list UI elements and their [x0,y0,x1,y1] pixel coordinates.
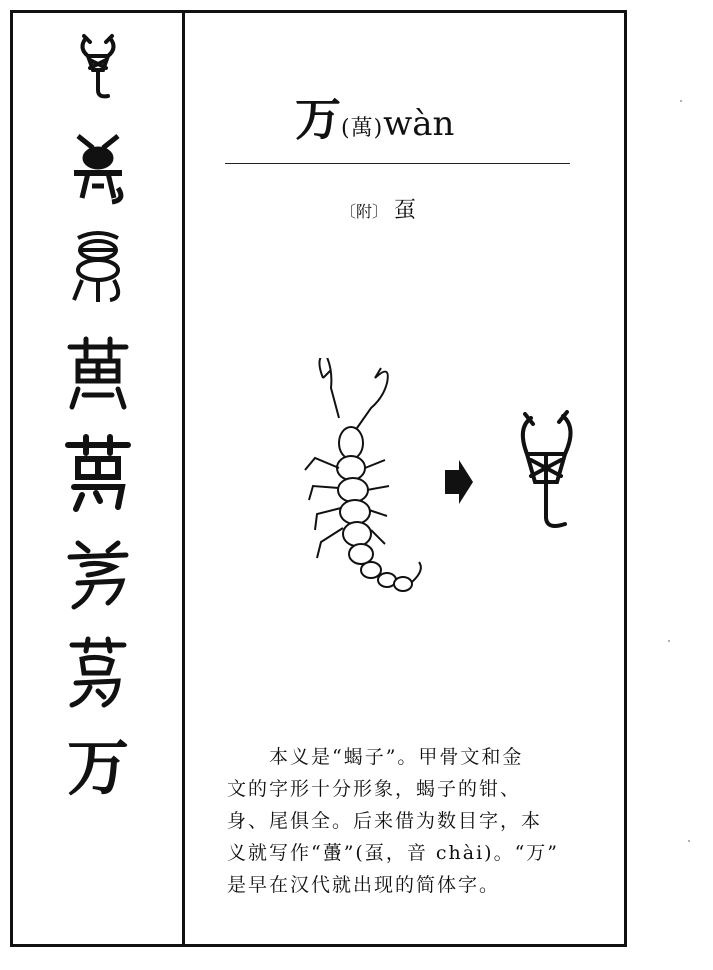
scan-speck [668,640,670,642]
explanation-line: 义就写作“蠆”(虿，音 chài)。“万” [227,842,560,864]
bronze-glyph-2 [48,228,148,308]
heading-pinyin: wàn [383,104,455,144]
explanation-line: 本义是“蝎子”。甲骨文和金 [269,746,524,768]
attachment-line [340,193,416,224]
content-column [185,13,624,944]
cursive-glyph [48,533,148,613]
explanation-line: 身、尾俱全。后来借为数目字，本 [227,810,543,832]
bronze-glyph-1 [48,128,148,208]
scorpion-illustration [295,358,595,608]
heading-traditional: (萬) [341,116,384,141]
attachment-character: 虿 [394,198,417,223]
clerical-glyph [48,433,148,513]
attachment-tag: 〔附〕 [340,202,389,221]
scan-speck [688,840,690,842]
heading-character: 万 [295,92,341,146]
standard-char: 万 [66,731,129,804]
right-arrow-icon [445,460,473,504]
scan-speck [680,100,682,102]
evolution-column [13,13,185,944]
oracle-bone-glyph-1 [48,28,148,108]
heading-rule [225,163,570,164]
explanation-line: 文的字形十分形象，蝎子的钳、 [227,778,522,800]
seal-glyph [48,333,148,413]
entry-heading [295,83,555,153]
explanation-text [227,741,587,901]
scorpion-drawing-icon [305,358,421,591]
page-frame [10,10,627,947]
running-glyph [48,633,148,713]
explanation-line: 是早在汉代就出现的简体字。 [227,874,501,896]
scorpion-pictograph-icon [523,412,571,526]
